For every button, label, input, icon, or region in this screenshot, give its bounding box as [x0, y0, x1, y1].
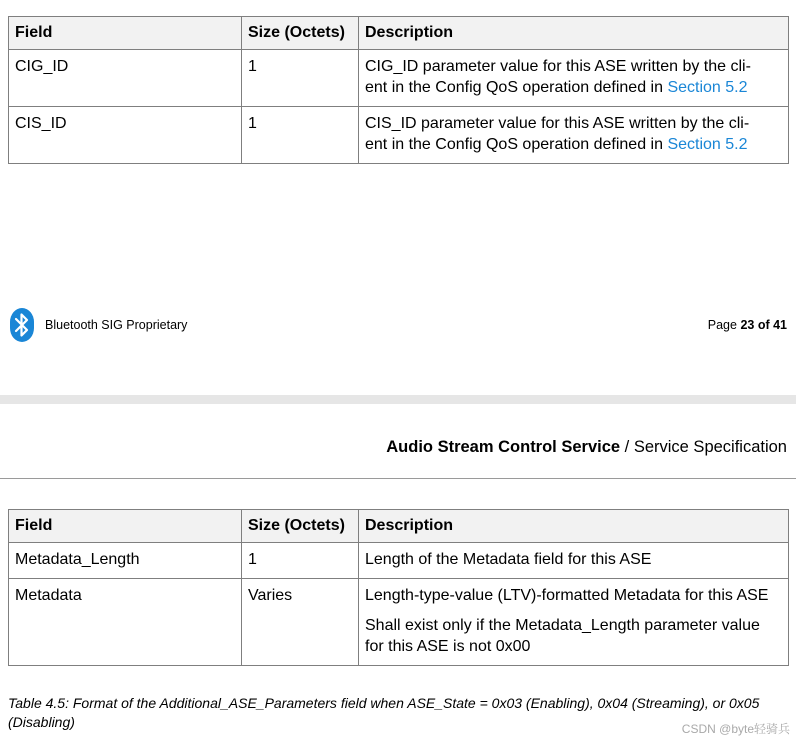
page-number-value: 23 of 41 — [740, 318, 787, 332]
description-line: CIS_ID parameter value for this ASE written by the cli- — [365, 115, 750, 132]
table-header-row — [9, 17, 789, 50]
section-link[interactable]: Section 5.2 — [667, 79, 748, 96]
column-header-size: Size (Octets) — [242, 17, 359, 50]
spec-table-bottom — [8, 509, 789, 666]
size-cell: 1 — [242, 543, 359, 579]
size-cell: 1 — [242, 50, 359, 107]
size-cell: Varies — [242, 579, 359, 666]
description-line: ent in the Config QoS operation defined in — [365, 79, 668, 96]
field-cell: CIS_ID — [9, 107, 242, 164]
field-cell: Metadata — [9, 579, 242, 666]
page-footer — [0, 305, 796, 345]
description-cell — [359, 50, 789, 107]
spec-table-top — [8, 16, 789, 164]
description-cell: Length of the Metadata field for this ASE — [359, 543, 789, 579]
table-caption: Table 4.5: Format of the Additional_ASE_Parameters field when ASE_State = 0x03 (Enabling), 0x04 (Streaming), or 0x05 (Disabling) — [8, 695, 760, 730]
description-paragraph: Length-type-value (LTV)-formatted Metadata for this ASE — [365, 587, 769, 604]
table-row — [9, 107, 789, 164]
document-title: Audio Stream Control Service — [386, 438, 621, 456]
table-row — [9, 50, 789, 107]
description-line: ent in the Config QoS operation defined in — [365, 136, 668, 153]
document-subtitle: / Service Specification — [620, 438, 787, 456]
page-number-prefix: Page — [707, 318, 741, 332]
header-divider — [0, 478, 796, 479]
table-row — [9, 543, 789, 579]
field-cell: Metadata_Length — [9, 543, 242, 579]
description-paragraph: Shall exist only if the Metadata_Length parameter value for this ASE is not 0x00 — [365, 617, 760, 655]
watermark: CSDN @byte轻骑兵 — [681, 722, 790, 736]
column-header-size: Size (Octets) — [242, 510, 359, 543]
field-cell: CIG_ID — [9, 50, 242, 107]
column-header-field: Field — [9, 17, 242, 50]
section-link[interactable]: Section 5.2 — [667, 136, 748, 153]
description-line: CIG_ID parameter value for this ASE written by the cli- — [365, 58, 751, 75]
column-header-description: Description — [359, 510, 789, 543]
column-header-field: Field — [9, 510, 242, 543]
column-header-description: Description — [359, 17, 789, 50]
page-header-title — [386, 438, 787, 457]
page-number — [708, 318, 787, 332]
description-cell — [359, 579, 789, 666]
size-cell: 1 — [242, 107, 359, 164]
table-header-row — [9, 510, 789, 543]
page-break-gap — [0, 395, 796, 404]
description-cell — [359, 107, 789, 164]
footer-proprietary-label: Bluetooth SIG Proprietary — [45, 318, 188, 332]
table-row — [9, 579, 789, 666]
bluetooth-icon — [10, 308, 34, 342]
